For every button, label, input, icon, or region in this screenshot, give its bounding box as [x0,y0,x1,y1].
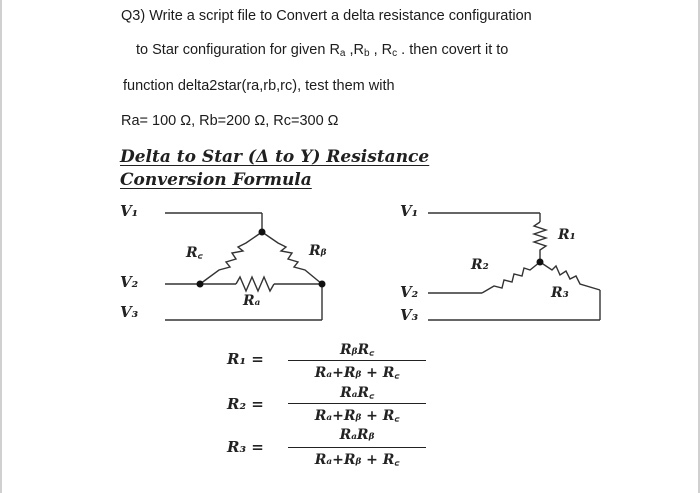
delta-v2-label: V₂ [120,273,139,291]
formula-r3-fraction-bar [288,447,426,448]
formula-r3-numerator: RₐRᵦ [339,427,375,443]
star-r3-resistor [540,262,600,290]
delta-node-right [319,281,326,288]
delta-rb-label: Rᵦ [309,243,327,259]
star-r3-label: R₃ [551,285,569,301]
star-v2-label: V₂ [400,283,419,301]
question-line-4: Ra= 100 Ω, Rb=200 Ω, Rc=300 Ω [121,113,339,129]
star-center-node [537,259,544,266]
formula-r1-numerator: RᵦR꜀ [340,342,374,358]
formula-r1-lhs: R₁ = [227,350,264,368]
figure-title-line-2: Conversion Formula [120,170,312,190]
delta-node-top [259,229,266,236]
formula-r1-fraction-bar [288,360,426,361]
formula-r3-denominator: Rₐ+Rᵦ + R꜀ [314,452,400,468]
delta-ra-label: Rₐ [243,293,261,309]
formula-r2-denominator: Rₐ+Rᵦ + R꜀ [314,408,400,424]
formula-r1-denominator: Rₐ+Rᵦ + R꜀ [314,365,400,381]
formula-r2-lhs: R₂ = [227,395,264,413]
delta-rc-resistor [200,232,262,284]
question-line-1: Q3) Write a script file to Convert a delta resistance configuration [121,8,532,24]
question-line-2: to Star configuration for given $R_a$ $,R_b$ , $R_c$ . then covert it to [136,42,509,59]
star-v1-label: V₁ [400,202,419,220]
star-r2-label: R₂ [471,257,489,273]
delta-ra-resistor [236,277,274,291]
star-r1-label: R₁ [558,227,576,243]
figure-title-line-1: Delta to Star (Δ to Y) Resistance [120,147,430,167]
star-r2-resistor [482,262,540,293]
formula-r2-fraction-bar [288,403,426,404]
formula-r2-numerator: RₐR꜀ [340,385,374,401]
delta-v1-label: V₁ [120,202,139,220]
delta-node-left [197,281,204,288]
star-v3-label: V₃ [400,306,419,324]
delta-rc-label: R꜀ [186,245,203,261]
question-line-3: function delta2star(ra,rb,rc), test them with [123,78,395,94]
formula-r3-lhs: R₃ = [227,438,264,456]
delta-v3-label: V₃ [120,303,139,321]
star-r1-resistor [534,222,546,262]
